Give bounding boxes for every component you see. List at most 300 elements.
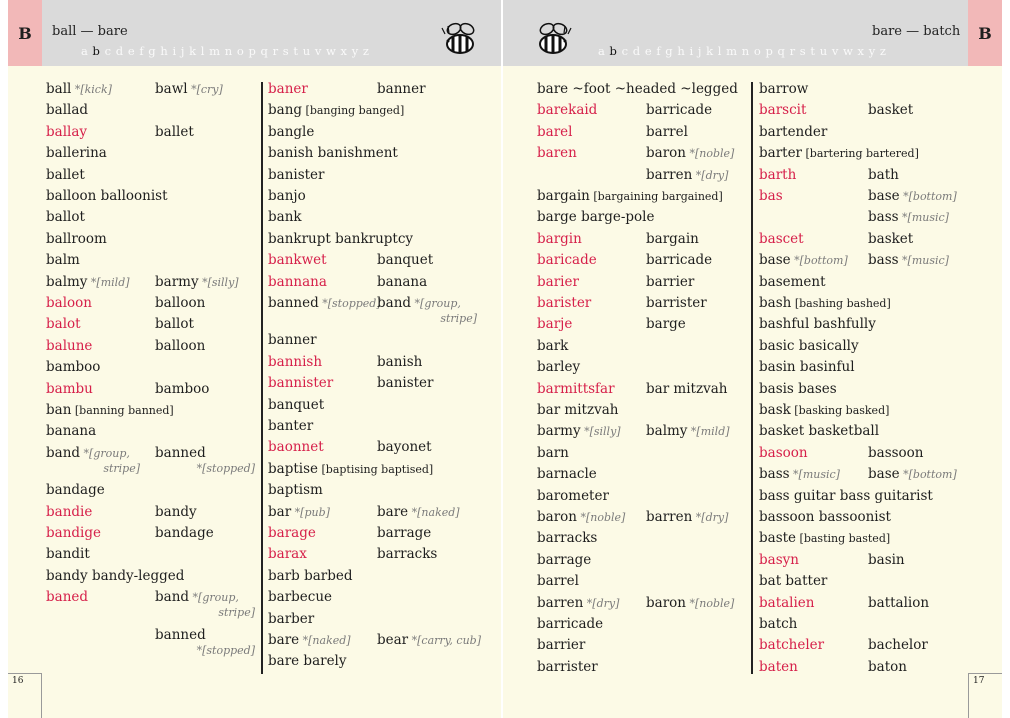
entry-word: base: [868, 188, 900, 204]
entry-word: banish: [377, 353, 423, 370]
entry-word: barage: [268, 525, 316, 542]
misspelling-entry: [46, 294, 92, 312]
meaning-note: *[group,: [189, 591, 239, 605]
misspelling-entry: [537, 144, 577, 162]
headword-entry: [759, 401, 889, 420]
meaning-note: *[dry]: [692, 168, 729, 182]
entry-note: *[stopped]: [196, 461, 255, 475]
alphabet-letter: h: [677, 44, 686, 58]
meaning-note: *[kick]: [71, 83, 112, 96]
alphabet-letter: b: [92, 44, 101, 58]
headword-entry: [646, 380, 727, 398]
headword-entry: [46, 401, 174, 420]
headword-entry: [268, 481, 323, 499]
entry-word: baron: [646, 145, 686, 162]
entry-word: basket: [868, 230, 914, 247]
entry-word: banter: [268, 418, 314, 435]
section-letter: B: [968, 0, 1002, 66]
entry-word: basin: [868, 551, 905, 568]
entry-word: baptise: [268, 460, 318, 477]
entry-word: baren: [537, 145, 577, 162]
alphabet-letter: q: [260, 44, 269, 58]
entry-word: barscit: [759, 102, 807, 119]
entry-word: bass guitar bass guitarist: [759, 487, 933, 504]
headword-entry: [537, 508, 625, 527]
entry-word: banned: [155, 444, 206, 461]
headword-entry: [868, 658, 907, 676]
misspelling-entry: [759, 187, 783, 205]
entry-word: banquet: [377, 252, 434, 269]
entry-word: bark: [537, 337, 569, 354]
headword-entry: [155, 337, 205, 355]
meaning-note: *[noble]: [685, 596, 735, 610]
headword-entry: [868, 166, 899, 184]
headword-entry: [155, 503, 197, 521]
entry-word: bachelor: [868, 637, 928, 654]
entry-word: barracks: [537, 530, 598, 547]
entry-word: bask: [759, 402, 791, 418]
misspelling-entry: [46, 315, 81, 333]
meaning-note: *[stopped]: [318, 297, 381, 310]
headword-entry: [268, 208, 302, 226]
entry-word: bargin: [537, 230, 582, 247]
misspelling-entry: [537, 380, 615, 398]
misspelling-entry: [268, 273, 327, 291]
headword-entry: [377, 80, 426, 98]
headword-entry: [646, 144, 734, 163]
entry-word: bash: [759, 295, 792, 311]
misspelling-entry: [268, 353, 322, 371]
misspelling-entry: [759, 551, 799, 569]
inflection-note: [banning banned]: [71, 404, 174, 417]
headword-entry: [759, 508, 891, 526]
entry-word: ballet: [46, 166, 85, 183]
entry-word: bashful bashfully: [759, 316, 876, 333]
meaning-note: *[dry]: [692, 511, 729, 524]
entry-word: barricade: [646, 102, 713, 119]
entry-word: banquet: [268, 396, 325, 413]
entry-word: band: [46, 444, 81, 461]
misspelling-entry: [46, 380, 93, 398]
headword-entry: [46, 545, 90, 563]
alphabet-letter: j: [180, 44, 185, 58]
entry-word: banjo: [268, 188, 306, 204]
headword-entry: [46, 481, 105, 499]
misspelling-entry: [46, 503, 92, 521]
misspelling-entry: [46, 588, 88, 606]
headword-entry: [537, 658, 598, 676]
headword-entry: [759, 315, 876, 333]
inflection-note: [banging banged]: [302, 104, 405, 118]
entry-word: banana: [377, 273, 428, 290]
entry-word: barter: [759, 145, 803, 162]
entry-word: banana: [46, 423, 97, 440]
inflection-note: [bartering bartered]: [802, 147, 919, 161]
alphabet-letter: f: [139, 44, 144, 58]
alphabet-letter: u: [302, 44, 311, 58]
alphabet-letter: y: [351, 44, 359, 58]
misspelling-entry: [268, 545, 307, 563]
entry-word: baner: [268, 81, 308, 97]
entry-note: stripe]: [103, 461, 140, 475]
headword-entry: [46, 101, 88, 119]
headword-entry: [155, 380, 209, 398]
entry-word: bannish: [268, 353, 323, 370]
headword-entry: [537, 529, 597, 547]
headword-entry: [268, 166, 325, 184]
meaning-note: *[cry]: [187, 83, 223, 96]
entry-word: basket basketball: [759, 423, 880, 440]
entry-word: bayonet: [377, 439, 432, 456]
headword-entry: [537, 594, 619, 613]
entry-word: barren: [537, 594, 584, 611]
entry-word: bang: [268, 102, 303, 119]
headword-entry: [646, 294, 707, 312]
headword-entry: [868, 465, 957, 484]
entry-word: bassoon bassoonist: [759, 509, 891, 525]
entry-word: base: [868, 466, 900, 483]
headword-entry: [537, 487, 609, 505]
entry-word: barricade: [537, 616, 604, 632]
headword-entry: [268, 417, 313, 435]
headword-entry: [868, 551, 905, 569]
headword-entry: [537, 465, 597, 483]
alphabet-letter: x: [857, 44, 865, 58]
entry-word: bamboo: [155, 380, 210, 397]
headword-entry: [537, 187, 723, 206]
entry-word: barel: [537, 123, 573, 140]
headword-entry: [759, 380, 837, 398]
entry-word: bass: [868, 252, 899, 269]
entry-word: bannana: [268, 273, 327, 290]
headword-entry: [377, 273, 427, 291]
entry-word: balloon: [155, 337, 206, 354]
meaning-note: *[noble]: [576, 511, 626, 524]
headword-entry: [646, 315, 686, 333]
alphabet-letter: z: [362, 44, 370, 58]
entry-word: bath: [868, 166, 899, 183]
entry-word: banish banishment: [268, 145, 398, 162]
entry-word: bank: [268, 209, 302, 226]
inflection-note: [bashing bashed]: [791, 297, 891, 310]
entry-word: baned: [46, 589, 89, 606]
misspelling-entry: [268, 374, 333, 392]
entry-word: barmy: [537, 423, 581, 440]
headword-entry: [759, 358, 855, 376]
entry-word: bankrupt bankruptcy: [268, 230, 414, 247]
headword-entry: [646, 422, 730, 441]
entry-word: balloon: [155, 295, 206, 311]
headword-entry: [759, 615, 797, 633]
entry-word: balot: [46, 316, 81, 333]
entry-word: ballad: [46, 102, 89, 119]
entry-word: banister: [377, 375, 434, 392]
alphabet-letter: i: [172, 44, 177, 58]
headword-entry: [377, 503, 460, 522]
headword-entry: [759, 337, 859, 355]
alphabet-letter: n: [741, 44, 750, 58]
entry-word: barricade: [646, 252, 713, 269]
entry-word: ballet: [155, 123, 194, 140]
alphabet-letter: t: [293, 44, 299, 58]
entry-word: barrage: [377, 525, 432, 542]
entry-word: barrel: [537, 573, 579, 590]
headword-entry: [759, 294, 891, 313]
misspelling-entry: [537, 230, 582, 248]
alphabet-letter: r: [789, 44, 796, 58]
alphabet-letter: l: [717, 44, 722, 58]
entry-word: barister: [537, 295, 592, 311]
alphabet-letter: d: [115, 44, 124, 58]
meaning-note: *[pub]: [291, 505, 330, 519]
headword-entry: [537, 337, 568, 355]
headword-entry: [646, 123, 688, 141]
entry-word: bartender: [759, 123, 828, 140]
entry-word: bas: [759, 188, 783, 204]
meaning-note: *[music]: [898, 254, 949, 268]
inflection-note: [basting basted]: [796, 532, 891, 546]
misspelling-entry: [537, 101, 597, 119]
alphabet-letter: g: [665, 44, 673, 58]
misspelling-entry: [759, 101, 806, 119]
alphabet-letter: n: [224, 44, 233, 58]
entry-word: banister: [268, 166, 325, 183]
headword-entry: [268, 652, 347, 670]
meaning-note: *[group,: [411, 297, 461, 310]
entry-word: basis bases: [759, 380, 837, 397]
entry-word: ballerina: [46, 145, 107, 162]
misspelling-entry: [537, 315, 572, 333]
meaning-note: *[dry]: [583, 596, 620, 610]
entry-word: bass: [868, 209, 899, 226]
entry-word: baton: [868, 658, 907, 675]
entry-word: balm: [46, 252, 80, 269]
misspelling-entry: [759, 444, 808, 462]
guide-words: bare — batch: [872, 24, 961, 39]
entry-word: barth: [759, 166, 797, 183]
entry-word: balune: [46, 337, 93, 354]
entry-note: stripe]: [218, 606, 255, 620]
headword-entry: [377, 374, 434, 392]
entry-word: banner: [268, 332, 317, 349]
entry-word: barekaid: [537, 102, 598, 119]
headword-entry: [646, 101, 712, 119]
entry-word: barracks: [377, 546, 438, 563]
entry-word: bandy: [155, 503, 197, 520]
guide-words: ball — bare: [52, 24, 128, 39]
meaning-note: *[bottom]: [899, 190, 957, 203]
misspelling-entry: [537, 273, 579, 291]
headword-entry: [537, 615, 603, 633]
entry-word: batch: [759, 616, 798, 632]
alphabet-letter: r: [272, 44, 279, 58]
headword-entry: [46, 251, 80, 269]
entry-word: barmittsfar: [537, 380, 615, 397]
alphabet-letter: g: [148, 44, 156, 58]
entry-word: bassoon: [868, 444, 924, 461]
headword-entry: [377, 438, 432, 456]
entry-word: barn: [537, 444, 569, 461]
headword-entry: [537, 80, 738, 98]
headword-entry: [377, 353, 422, 371]
entry-word: barley: [537, 359, 581, 376]
alphabet-letter: b: [609, 44, 618, 58]
alphabet-letter: w: [326, 44, 337, 58]
alphabet-letter: y: [868, 44, 876, 58]
headword-entry: [868, 187, 957, 206]
entry-word: ban: [46, 402, 72, 418]
headword-entry: [537, 551, 591, 569]
page-number: 16: [8, 673, 42, 718]
entry-word: bat batter: [759, 573, 828, 590]
misspelling-entry: [46, 524, 101, 542]
meaning-note: *[music]: [898, 211, 949, 225]
headword-entry: [537, 401, 618, 419]
entry-word: bambu: [46, 380, 93, 397]
alphabet-letter: q: [777, 44, 786, 58]
headword-entry: [868, 230, 913, 248]
entry-word: barrister: [646, 295, 707, 311]
entry-word: barrier: [537, 637, 586, 654]
headword-entry: [155, 524, 214, 542]
entry-word: basin basinful: [759, 359, 855, 376]
alphabet-letter: x: [340, 44, 348, 58]
entry-word: base: [759, 252, 791, 269]
headword-entry: [155, 273, 239, 292]
misspelling-entry: [537, 251, 597, 269]
inflection-note: [baptising baptised]: [318, 462, 434, 476]
entry-word: bamboo: [46, 359, 101, 376]
entry-word: balmy: [646, 423, 688, 440]
entry-note: stripe]: [440, 312, 477, 326]
headword-entry: [46, 166, 85, 184]
entry-word: bannister: [268, 375, 334, 392]
alphabet-letter: i: [689, 44, 694, 58]
headword-entry: [46, 80, 112, 99]
meaning-note: *[group,: [80, 446, 130, 460]
meaning-note: *[mild]: [687, 425, 730, 439]
entry-word: baron: [537, 509, 577, 525]
headword-entry: [268, 610, 314, 628]
headword-entry: [268, 396, 324, 414]
alphabet-letter: d: [632, 44, 641, 58]
entry-word: barber: [268, 610, 315, 627]
alphabet-letter: s: [799, 44, 806, 58]
alphabet-letter: t: [810, 44, 816, 58]
meaning-note: *[music]: [789, 468, 840, 482]
entry-word: basement: [759, 273, 826, 290]
entry-word: bangle: [268, 123, 315, 140]
entry-word: ballot: [46, 209, 85, 226]
alphabet-letter: v: [314, 44, 322, 58]
entry-word: barax: [268, 546, 307, 563]
headword-entry: [46, 187, 168, 205]
headword-entry: [537, 636, 585, 654]
headword-entry: [759, 487, 933, 505]
headword-entry: [759, 529, 890, 548]
entry-word: bandage: [155, 525, 214, 542]
headword-entry: [646, 594, 734, 613]
headword-entry: [646, 508, 728, 527]
alphabet-letter: c: [104, 44, 112, 58]
misspelling-entry: [268, 524, 316, 542]
headword-entry: [268, 144, 398, 162]
entry-word: balmy: [46, 273, 88, 290]
misspelling-entry: [759, 166, 796, 184]
entry-word: basket: [868, 102, 914, 119]
misspelling-entry: [537, 123, 572, 141]
headword-entry: [46, 230, 107, 248]
entry-word: bar mitzvah: [537, 402, 619, 418]
entry-word: batalien: [759, 594, 815, 611]
headword-entry: [377, 524, 431, 542]
entry-word: barrister: [537, 658, 598, 675]
alphabet-letter: o: [236, 44, 245, 58]
meaning-note: *[bottom]: [899, 468, 957, 482]
alphabet-letter: a: [81, 44, 89, 58]
headword-entry: [46, 567, 184, 585]
headword-entry: [646, 273, 694, 291]
headword-entry: [868, 251, 949, 270]
entry-word: bargain: [646, 230, 699, 247]
misspelling-entry: [537, 294, 591, 312]
headword-entry: [537, 572, 579, 590]
alphabet-letter: e: [644, 44, 652, 58]
entry-word: basyn: [759, 551, 799, 568]
headword-entry: [537, 422, 621, 441]
entry-word: barrage: [537, 551, 592, 568]
entry-word: barnacle: [537, 466, 597, 483]
entry-word: barren: [646, 509, 693, 525]
misspelling-entry: [268, 251, 327, 269]
entry-word: bandie: [46, 503, 93, 520]
headword-entry: [868, 101, 913, 119]
alphabet-letter: h: [160, 44, 169, 58]
inflection-note: [bargaining bargained]: [589, 190, 723, 203]
entry-word: bare: [377, 503, 409, 520]
headword-entry: [646, 166, 728, 185]
headword-entry: [759, 80, 808, 98]
entry-word: barmy: [155, 273, 199, 290]
headword-entry: [759, 465, 840, 484]
entry-word: barbecue: [268, 589, 333, 606]
entry-word: barren: [646, 166, 693, 183]
meaning-note: *[mild]: [87, 275, 130, 289]
headword-entry: [268, 331, 317, 349]
misspelling-entry: [759, 594, 814, 612]
entry-word: baptism: [268, 482, 323, 499]
entry-word: bankwet: [268, 252, 327, 269]
headword-entry: [268, 503, 330, 522]
section-letter: B: [8, 0, 42, 66]
entry-word: bass: [759, 466, 790, 483]
headword-entry: [155, 80, 223, 99]
headword-entry: [868, 594, 929, 612]
entry-word: barje: [537, 316, 573, 333]
entry-word: barge barge-pole: [537, 209, 655, 226]
entry-word: ballroom: [46, 230, 107, 247]
alphabet-letter: k: [706, 44, 714, 58]
entry-word: balloon balloonist: [46, 188, 168, 204]
headword-entry: [759, 144, 919, 163]
meaning-note: *[silly]: [198, 275, 239, 289]
meaning-note: *[naked]: [408, 505, 460, 519]
entry-word: barier: [537, 273, 579, 290]
alphabet-letter: o: [753, 44, 762, 58]
entry-word: barometer: [537, 487, 609, 504]
entry-word: bascet: [759, 230, 804, 247]
entry-note: *[stopped]: [196, 643, 255, 657]
